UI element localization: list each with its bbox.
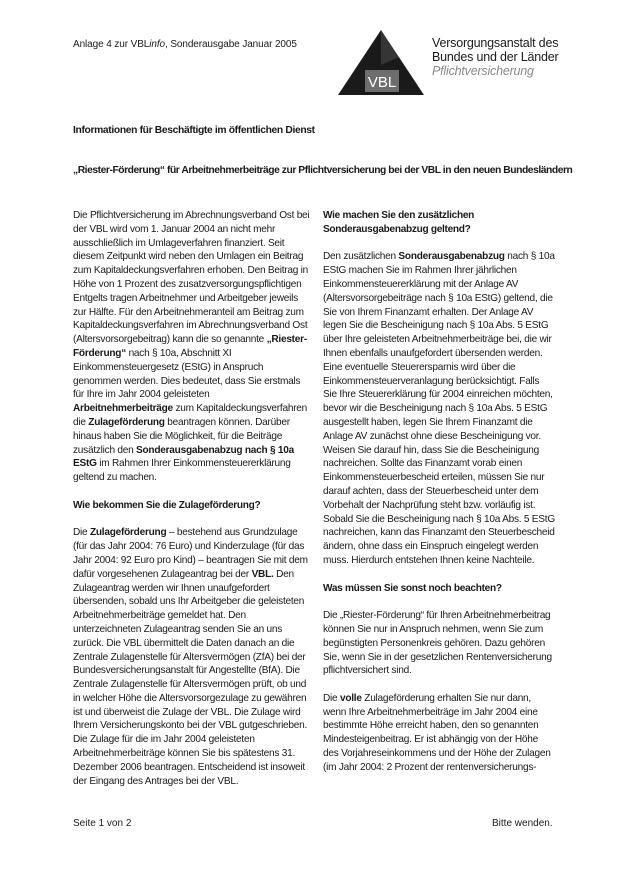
bold-run: volle (339, 692, 362, 704)
right-paragraph-sonderausgabenabzug (323, 250, 555, 567)
text-run: zum Kapitaldeckungsverfahren die (73, 403, 308, 428)
please-turn-note: Bitte wenden. (492, 818, 553, 829)
text-run: Den zusätzlichen (323, 251, 399, 263)
logo-text: VBL (367, 74, 397, 91)
text-run: im Rahmen Ihrer Einkommensteuererklärung geltend zu machen. (73, 458, 291, 484)
heading-zulagefoerderung: Wie bekommen Sie die Zulageförderung? (73, 499, 261, 511)
text-run: Den Zulageantrag werden wir Ihnen unaufgefordert übersenden, sobald uns Ihr Arbeitgeber die geleisteten Arbeitnehmerbeiträge gemeldet hat. Den unterzeichneten Zulageantrag senden Sie an uns zurück. Die VBL übermittelt die Daten danach an die Zentrale Zulagenstelle für Altersvermögen (ZfA) bei der Bundesversicherungsanstalt für Angestellte (BfA). Die Zentrale Zulagenstelle für Altersvermögen prüft, ob und in welcher Höhe die Altersvorsorgezulage zu gewähren ist und überweist die Zulage der VBL. Die Zulage wird Ihrem Versicherungskonto bei der VBL gutgeschrieben. Die Zulage für die im Jahr 2004 geleisteten Arbeitnehmerbeiträge können Sie bis spätestens 31. Dezember 2006 beantragen. Entscheidend ist insoweit der Eingang des Antrages bei der VBL. (73, 568, 308, 787)
org-name-line1: Versorgungsanstalt des (432, 36, 559, 50)
main-heading: Informationen für Beschäftigte im öffentlichen Dienst (73, 125, 315, 136)
text-run: nach § 10a EStG machen Sie im Rahmen Ihrer jährlichen Einkommensteuererklärung mit der Anlage AV (Altersvorsorgebeiträge nach § 10a EStG) geltend, die Sie von Ihrem Finanzamt erhalten. Der Anlage AV legen Sie die Bescheinigung nach § 10a Abs. 5 EStG über Ihre geleisteten Arbeitnehmerbeiträge bei, die wir Ihnen ebenfalls unaufgefordert übersenden werden. Eine eventuelle Steuerersparnis wird über die Einkommensteuerveranlagung berücksichtigt. Falls Sie Ihre Steuererklärung für 2004 einreichen möchten, bevor wir die Bescheinigung nach § 10a Abs. 5 EStG ausgestellt haben, legen Sie Ihrem Finanzamt die Anlage AV zunächst ohne diese Bescheinigung vor. Weisen Sie darauf hin, dass Sie die Bescheinigung nachreichen. Sollte das Finanzamt vorab einen Einkommensteuerbescheid erteilen, müssen Sie nur darauf achten, dass der Steuerbescheid unter dem Vorbehalt der Nachprüfung steht bzw. vorläufig ist. Sobald Sie die Bescheinigung nach § 10a Abs. 5 EStG nachreichen, kann das Finanzamt den Steuerbescheid ändern, ohne dass ein Einspruch eingelegt werden muss. Hierdurch entstehen Ihnen keine Nachteile. (323, 251, 555, 566)
left-paragraph-intro (73, 209, 311, 485)
page-number: Seite 1 von 2 (73, 818, 132, 829)
header-ref-suffix: , Sonderausgabe Januar 2005 (164, 39, 297, 50)
text-run: Die (73, 527, 90, 539)
text-run: Die Pflichtversicherung im Abrechnungsverband Ost bei der VBL wird vom 1. Januar 2004 an nicht mehr ausschließlich im Umlageverfahren finanziert. Seit diesem Zeitpunkt wird neben den Umlagen ein Beitrag zum Kapitaldeckungsverfahren erhoben. Den Beitrag in Höhe von 1 Prozent des zusatzversorgungspflichtigen Entgelts tragen Arbeitnehmer und Arbeitgeber jeweils zur Hälfte. Für den Arbeitnehmeranteil am Beitrag zum Kapitaldeckungsverfahren im Abrechnungsverband Ost (Altersvorsorgebeitrag) kann die so genannte (73, 210, 310, 346)
text-run: Die (323, 692, 340, 704)
right-column (323, 209, 555, 788)
bold-run: Zulageförderung (88, 416, 165, 428)
left-paragraph-zulage (73, 526, 311, 788)
org-tagline: Pflichtversicherung (432, 64, 534, 78)
header-ref-prefix: Anlage 4 zur VBL (73, 39, 150, 50)
text-run: – bestehend aus Grundzulage (für das Jahr 2004: 76 Euro) und Kinderzulage (für das Jahr 2004: 92 Euro pro Kind) – beantragen Sie mit dem dafür vorgesehenen Zulageantrag bei der (73, 527, 308, 580)
text-run: Zulageförderung erhalten Sie nur dann, wenn Ihre Arbeitnehmerbeiträge im Jahr 2004 eine bestimmte Höhe erreicht haben, den so genannten Mindesteigenbeitrag. Er ist abhängig von der Höhe des Vorjahreseinkommens und der Höhe der Zulagen (im Jahr 2004: 2 Prozent der rentenversicherungs- (323, 692, 551, 773)
org-name-line2: Bundes und der Länder (432, 50, 559, 64)
sub-heading: „Riester-Förderung“ für Arbeitnehmerbeiträge zur Pflichtversicherung bei der VBL in den neuen Bundesländern (73, 165, 573, 176)
text-run: beantragen können. Darüber hinaus haben Sie die Möglichkeit, für die Beiträge zusätzlich den (73, 416, 290, 456)
bold-run: Zulageförderung (89, 527, 167, 539)
bold-run: VBL. (251, 568, 274, 580)
bold-run: Sonderausgabenabzug (398, 251, 505, 263)
left-column (73, 209, 311, 802)
right-paragraph-personenkreis: Die „Riester-Förderung“ für Ihren Arbeitnehmerbeitrag können Sie nur in Anspruch nehmen, wenn Sie zum begünstigten Personenkreis gehören. Dazu gehören Sie, wenn Sie in der gesetzlichen Rentenversicherung pflichtversichert sind. (323, 610, 552, 677)
header-ref-italic: info (149, 39, 165, 50)
bold-run: Sonderausgabenabzug nach § 10a EStG (73, 444, 295, 470)
vbl-logo (335, 28, 427, 98)
heading-sonst-beachten: Was müssen Sie sonst noch beachten? (323, 582, 502, 594)
right-paragraph-mindesteigenbeitrag (323, 692, 555, 775)
header-reference (73, 39, 297, 50)
heading-sonderausgabenabzug: Wie machen Sie den zusätzlichen Sonderausgabenabzug geltend? (323, 210, 475, 235)
bold-run: Arbeitnehmerbeiträge (73, 403, 173, 415)
bold-run: „Riester-Förderung“ (73, 334, 307, 359)
text-run: nach § 10a, Abschnitt XI Einkommensteuergesetz (EStG) in Anspruch genommen werden. Dies bedeutet, dass Sie erstmals für Ihre im Jahr 2004 geleisteten (73, 347, 301, 401)
